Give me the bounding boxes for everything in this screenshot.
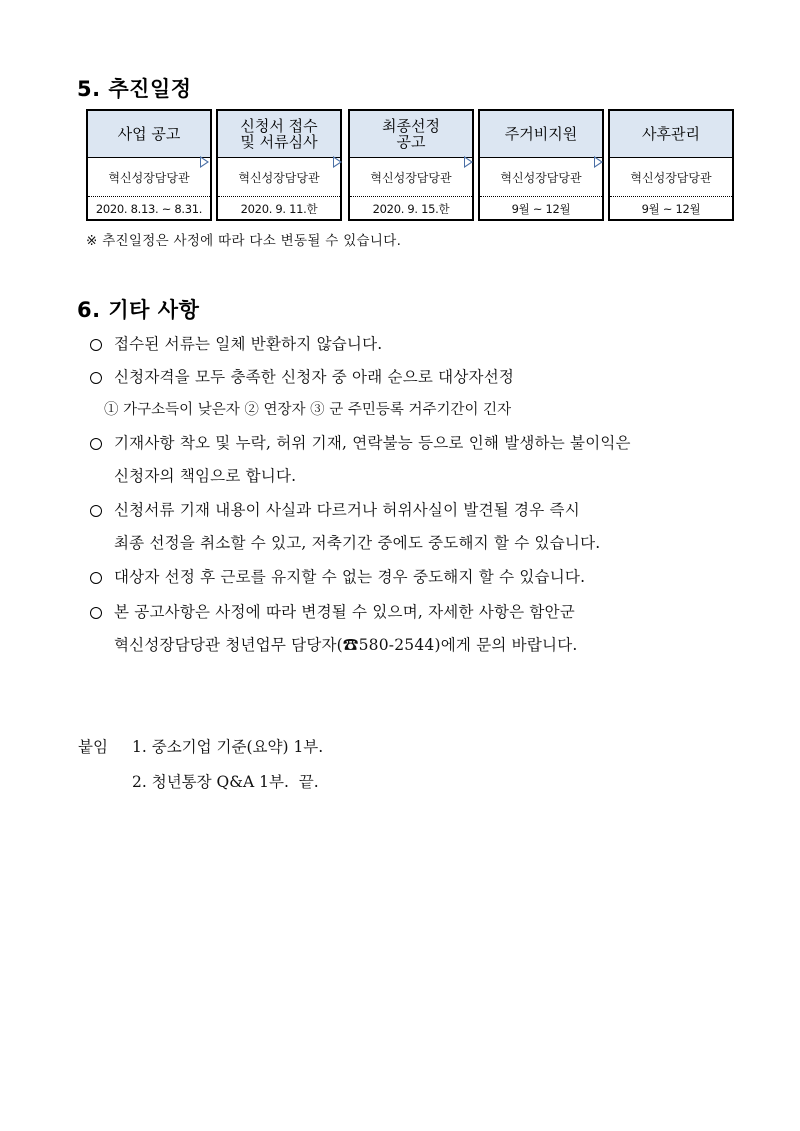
stage-owner: 혁신성장담당관 (218, 158, 340, 197)
selection-criteria: ① 가구소득이 낮은자 ② 연장자 ③ 군 주민등록 거주기간이 긴자 (104, 402, 512, 418)
stage-name: 최종선정 공고 (350, 111, 472, 158)
circle-bullet-icon (90, 372, 102, 384)
schedule-stage (348, 109, 474, 221)
schedule-stage (608, 109, 734, 221)
stage-name: 주거비지원 (480, 111, 602, 158)
attachment-item: 2. 청년통장 Q&A 1부. 끝. (132, 773, 319, 791)
stage-name: 사업 공고 (88, 111, 210, 158)
section-title-other: 6. 기타 사항 (77, 298, 200, 322)
schedule-note: ※ 추진일정은 사정에 따라 다소 변동될 수 있습니다. (86, 233, 402, 249)
notice-text-continued: 신청자의 책임으로 합니다. (114, 467, 297, 485)
schedule-stage (216, 109, 342, 221)
stage-owner: 혁신성장담당관 (350, 158, 472, 197)
circle-bullet-icon (90, 607, 102, 619)
notice-text: 기재사항 착오 및 누락, 허위 기재, 연락불능 등으로 인해 발생하는 불이익은 (114, 434, 631, 452)
stage-owner: 혁신성장담당관 (480, 158, 602, 197)
notice-text: 본 공고사항은 사정에 따라 변경될 수 있으며, 자세한 사항은 함안군 (114, 603, 575, 621)
notice-text: 접수된 서류는 일체 반환하지 않습니다. (114, 335, 383, 353)
circle-bullet-icon (90, 505, 102, 517)
schedule-stage (86, 109, 212, 221)
circle-bullet-icon (90, 339, 102, 351)
stage-owner: 혁신성장담당관 (610, 158, 732, 197)
circle-bullet-icon (90, 572, 102, 584)
stage-date: 9월 ~ 12월 (641, 202, 701, 216)
notice-text-continued: 혁신성장담당관 청년업무 담당자(☎580-2544)에게 문의 바랍니다. (114, 636, 578, 654)
stage-date: 2020. 8.13. ~ 8.31. (95, 202, 203, 216)
notice-text: 신청자격을 모두 충족한 신청자 중 아래 순으로 대상자선정 (114, 368, 515, 386)
arrow-right-icon (594, 156, 603, 168)
stage-date: 9월 ~ 12월 (511, 202, 571, 216)
stage-owner: 혁신성장담당관 (88, 158, 210, 197)
notice-text: 신청서류 기재 내용이 사실과 다르거나 허위사실이 발견될 경우 즉시 (114, 501, 580, 519)
schedule-stage (478, 109, 604, 221)
attachments-label: 붙임 (78, 738, 108, 756)
notice-text: 대상자 선정 후 근로를 유지할 수 없는 경우 중도해지 할 수 있습니다. (114, 568, 586, 586)
arrow-right-icon (333, 156, 342, 168)
arrow-right-icon (200, 156, 209, 168)
attachment-item: 1. 중소기업 기준(요약) 1부. (132, 738, 324, 756)
stage-date: 2020. 9. 11.한 (240, 202, 318, 216)
notice-text-continued: 최종 선정을 취소할 수 있고, 저축기간 중에도 중도해지 할 수 있습니다. (114, 534, 601, 552)
stage-name: 사후관리 (610, 111, 732, 158)
circle-bullet-icon (90, 438, 102, 450)
stage-name: 신청서 접수 및 서류심사 (218, 111, 340, 158)
section-title-schedule: 5. 추진일정 (77, 77, 192, 101)
arrow-right-icon (464, 156, 473, 168)
stage-date: 2020. 9. 15.한 (372, 202, 450, 216)
